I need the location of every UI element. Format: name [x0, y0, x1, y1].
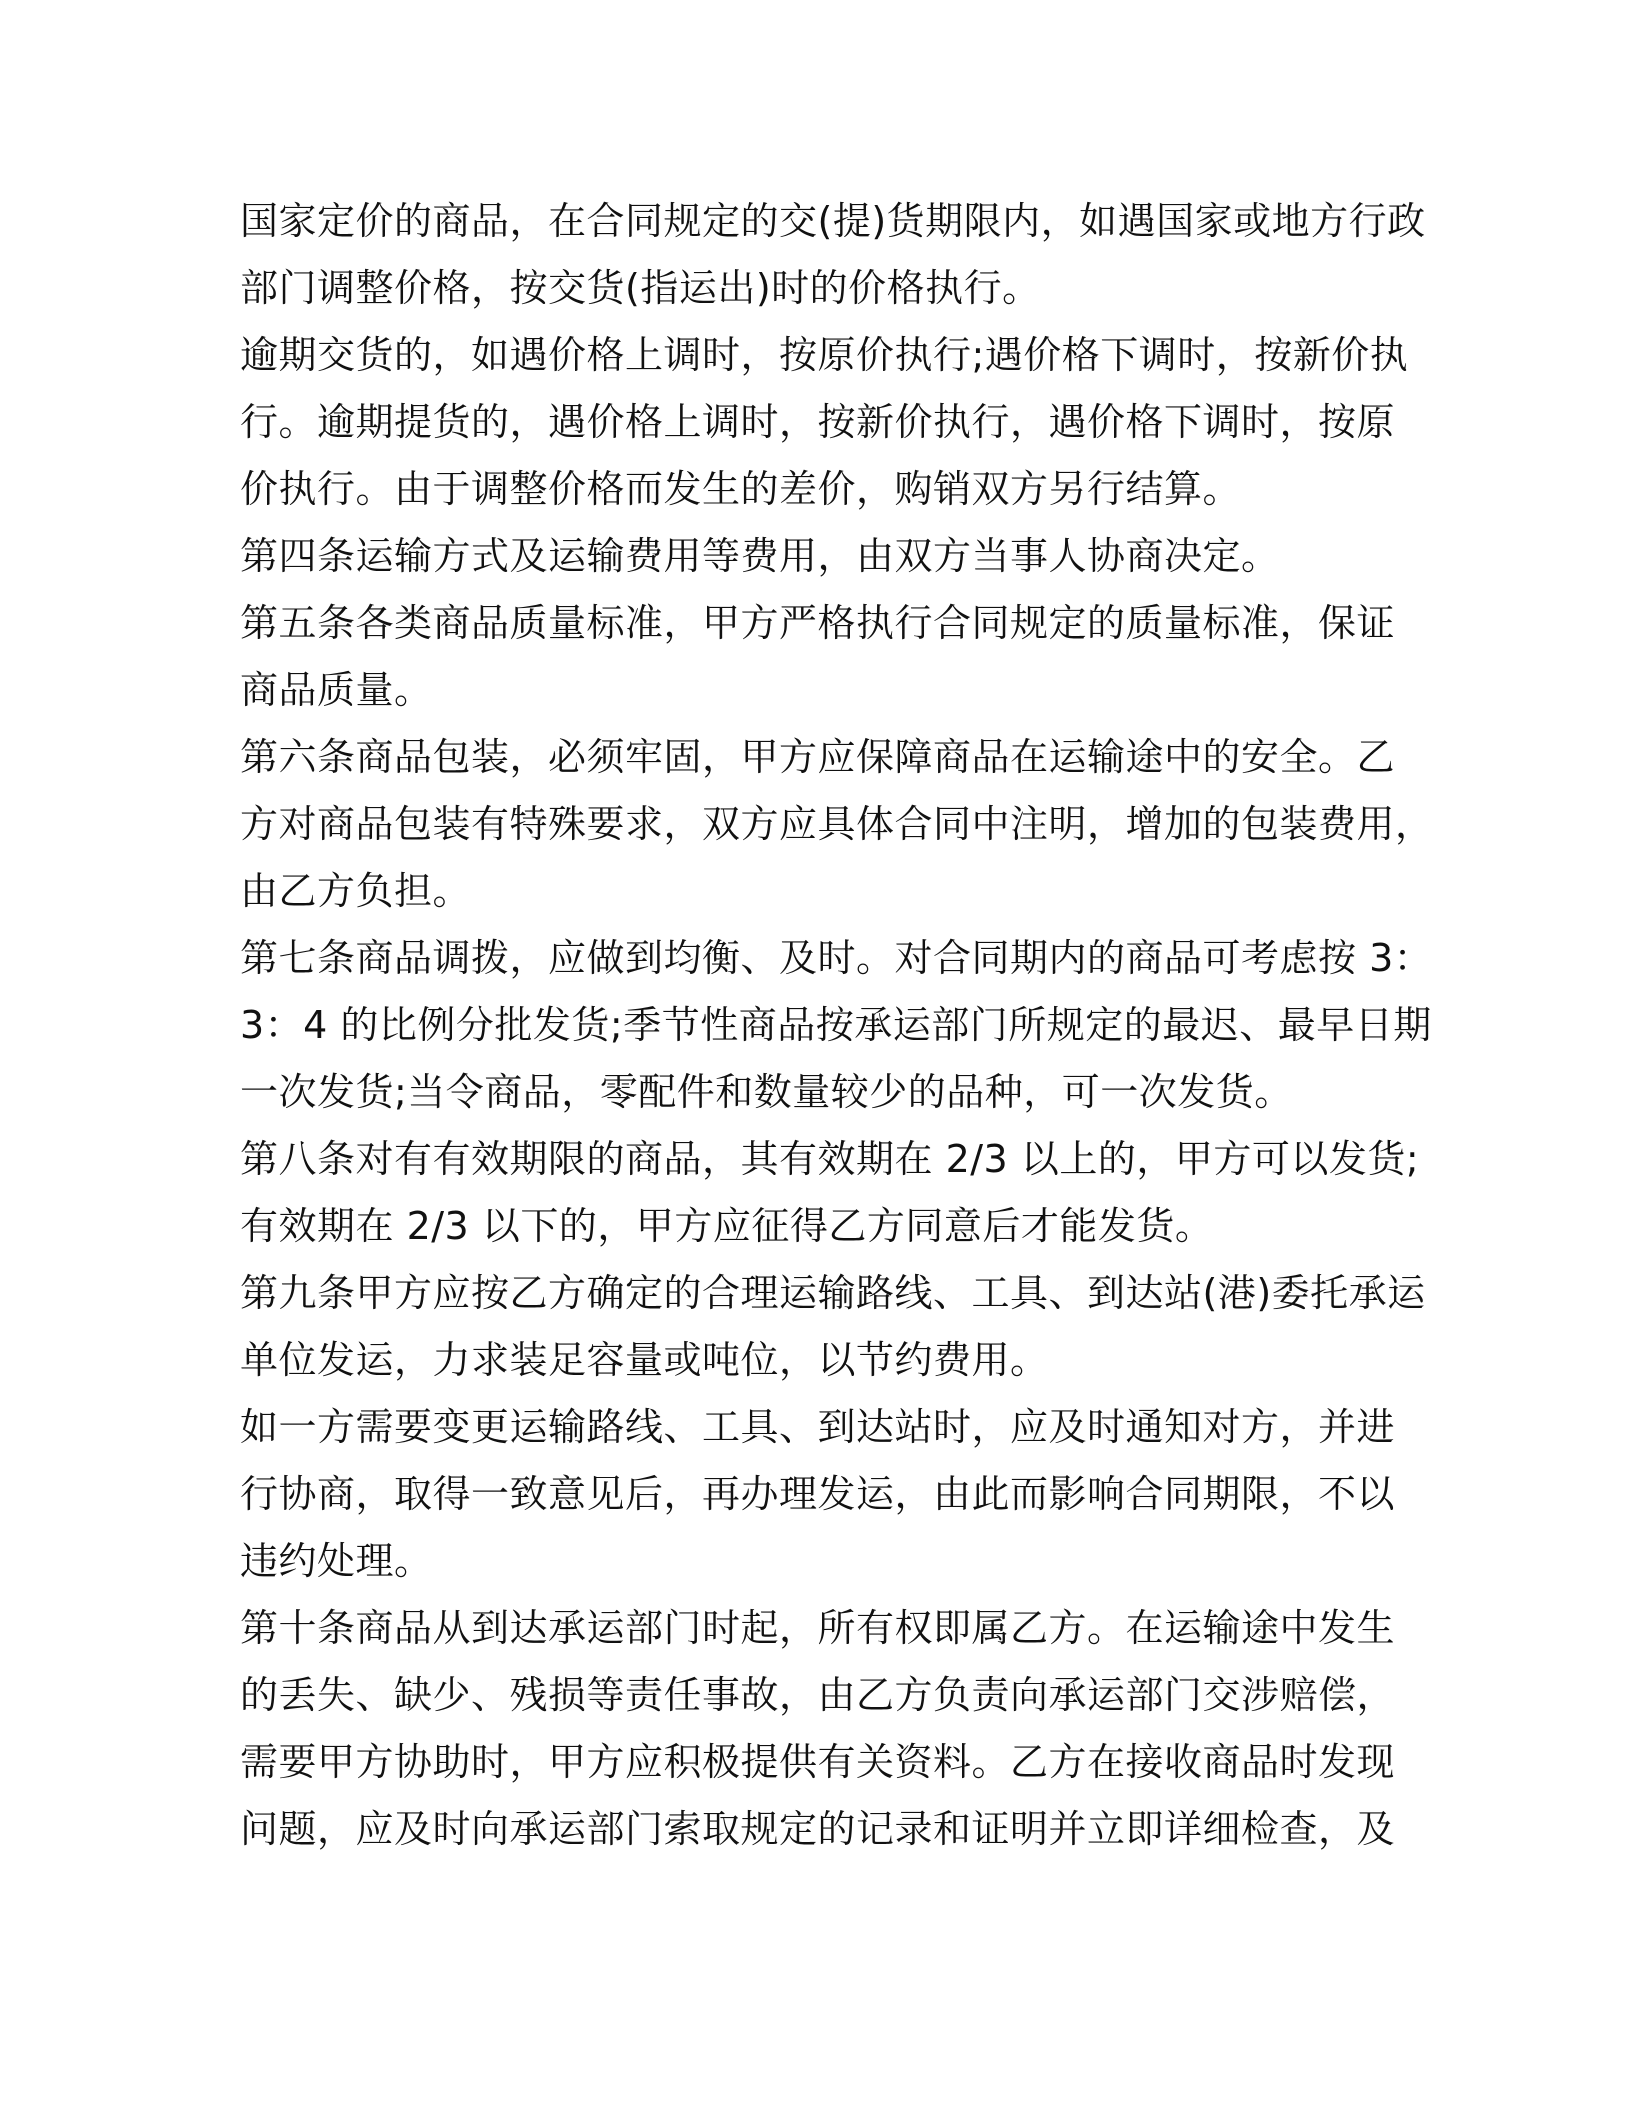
text-line: 违约处理。	[240, 1539, 433, 1583]
text-line: 逾期交货的，如遇价格上调时，按原价执行;遇价格下调时，按新价执	[240, 333, 1409, 377]
text-line: 问题，应及时向承运部门索取规定的记录和证明并立即详细检查，及	[240, 1807, 1396, 1851]
text-line: 有效期在 2/3 以下的，甲方应征得乙方同意后才能发货。	[240, 1204, 1214, 1248]
text-line: 如一方需要变更运输路线、工具、到达站时，应及时通知对方，并进	[240, 1405, 1396, 1449]
text-line: 单位发运，力求装足容量或吨位，以节约费用。	[240, 1338, 1049, 1382]
text-line: 行。逾期提货的，遇价格上调时，按新价执行，遇价格下调时，按原	[240, 400, 1396, 444]
text-line: 第五条各类商品质量标准，甲方严格执行合同规定的质量标准，保证	[240, 601, 1396, 645]
text-line: 一次发货;当令商品，零配件和数量较少的品种，可一次发货。	[240, 1070, 1293, 1114]
text-line: 部门调整价格，按交货(指运出)时的价格执行。	[240, 266, 1041, 310]
text-line: 需要甲方协助时，甲方应积极提供有关资料。乙方在接收商品时发现	[240, 1740, 1396, 1784]
contract-text-body	[240, 188, 1434, 1863]
text-line: 第八条对有有效期限的商品，其有效期在 2/3 以上的，甲方可以发货;	[240, 1137, 1420, 1181]
text-line: 行协商，取得一致意见后，再办理发运，由此而影响合同期限，不以	[240, 1472, 1396, 1516]
text-line: 价执行。由于调整价格而发生的差价，购销双方另行结算。	[240, 467, 1242, 511]
text-line: 国家定价的商品，在合同规定的交(提)货期限内，如遇国家或地方行政	[240, 199, 1426, 243]
text-line: 第四条运输方式及运输费用等费用，由双方当事人协商决定。	[240, 534, 1280, 578]
text-line: 方对商品包装有特殊要求，双方应具体合同中注明，增加的包装费用，	[240, 802, 1434, 846]
text-line: 商品质量。	[240, 668, 433, 712]
text-line: 第九条甲方应按乙方确定的合理运输路线、工具、到达站(港)委托承运	[240, 1271, 1426, 1315]
text-line: 的丢失、缺少、残损等责任事故，由乙方负责向承运部门交涉赔偿，	[240, 1673, 1396, 1717]
text-line: 第十条商品从到达承运部门时起，所有权即属乙方。在运输途中发生	[240, 1606, 1396, 1650]
text-line: 第七条商品调拨，应做到均衡、及时。对合同期内的商品可考虑按 3：	[240, 936, 1433, 980]
text-line: 由乙方负担。	[240, 869, 472, 913]
text-line: 第六条商品包装，必须牢固，甲方应保障商品在运输途中的安全。乙	[240, 735, 1396, 779]
text-line: 3：4 的比例分批发货;季节性商品按承运部门所规定的最迟、最早日期	[240, 1003, 1432, 1047]
